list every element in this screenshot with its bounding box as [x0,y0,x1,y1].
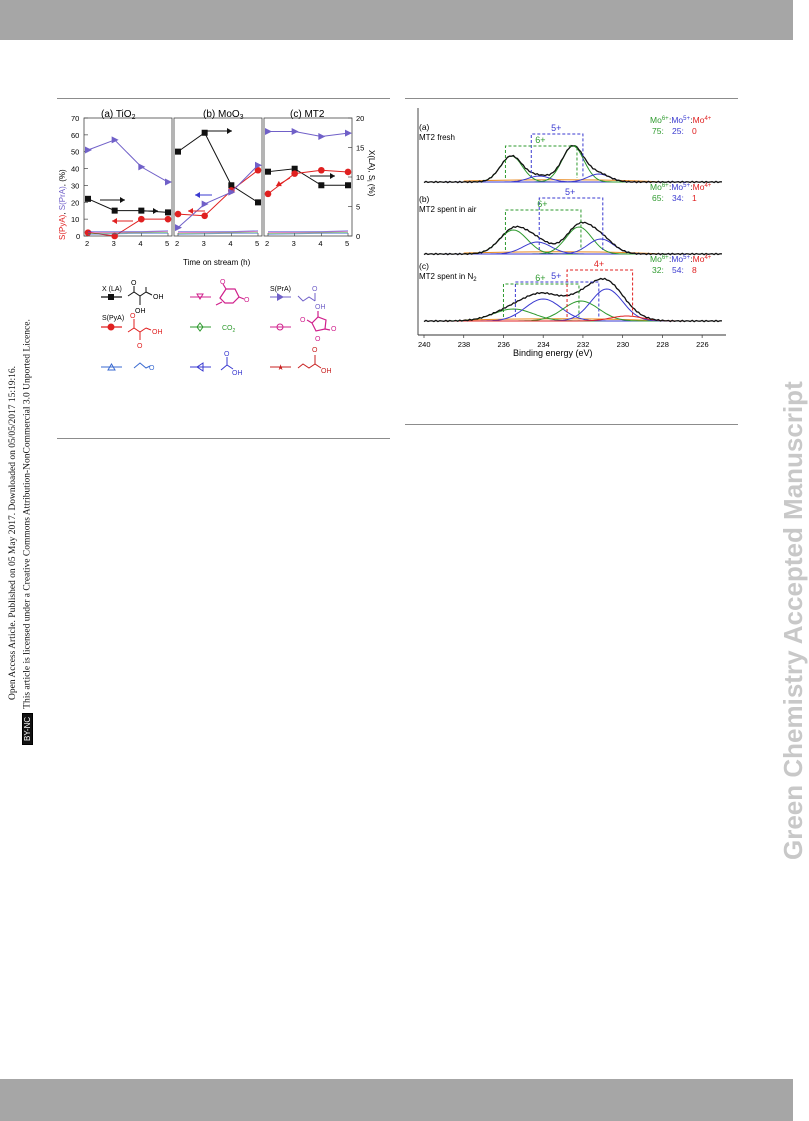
x-tick-label: 2 [85,239,90,248]
y-tick-label-right: 15 [356,143,365,153]
oxidation-state-label: 5+ [551,123,562,133]
y-tick-label-left: 10 [71,215,80,225]
xps-panel-letter: (c) [419,261,429,271]
xps-panel-name: MT2 fresh [419,133,456,142]
xps-component-peak [444,289,682,321]
mo-ratio-values: 32: 54: 8 [652,265,697,275]
x-tick-label: 5 [345,239,350,248]
legend-label-spra: S(PrA) [270,286,291,293]
legend-label-co2: $CO_2$ [222,325,236,334]
y-tick-label-left: 70 [71,114,80,123]
xps-x-tick-label: 232 [576,340,590,349]
y-tick-label-right: 5 [356,202,361,212]
xps-panel [419,115,722,183]
x-tick-label: 2 [175,239,180,248]
x-tick-label: 3 [291,239,296,248]
mo-ratio-values: 65: 34: 1 [652,193,697,203]
star-marker: ★ [277,363,285,372]
y-tick-label-right: 0 [356,232,361,241]
svg-text:O: O [137,343,143,350]
xps-x-tick-label: 226 [696,340,709,349]
svg-text:O: O [300,317,306,324]
x-tick-label: 4 [228,239,233,248]
mo-ratio-values: 75: 25: 0 [652,126,697,136]
oxidation-state-label: 6+ [535,273,546,283]
oxidation-state-label: 4+ [593,259,605,269]
svg-text:OH: OH [315,304,326,311]
xps-envelope [424,146,722,183]
legend-label-spya: S(PyA) [102,315,125,322]
y-tick-label-left: 40 [71,164,80,174]
right-axis-label: X(LA), $S_i$ (%) [365,150,376,197]
xps-x-tick-label: 238 [457,340,471,349]
x-tick-label: 4 [138,239,143,248]
cc-badge-icon[interactable]: BY-NC [22,713,33,745]
xps-component-peak [444,227,682,254]
xps-panel-name: MT2 spent in $N_2$ [419,272,477,283]
left-axis-label: S(PyA), S(PrA), (%) [58,169,67,240]
x-tick-label: 4 [318,239,323,248]
y-tick-label-right: 20 [356,114,365,123]
xps-x-tick-label: 234 [537,340,550,349]
oxidation-state-label: 6+ [537,199,548,209]
panel-title-a: (a) TiO$_2$ [101,109,136,121]
oxidation-state-label: 6+ [535,135,546,145]
svg-text:OH: OH [321,368,332,375]
panel-title-b: (b) MoO$_3$ [203,109,244,121]
xps-component-peak [444,156,682,182]
x-tick-label: 3 [111,239,116,248]
svg-text:O: O [331,326,337,333]
licence-line: This article is licensed under a Creative Commons Attribution-NonCommercial 3.0 Unported Licence. [22,319,33,709]
xps-panel-name: MT2 spent in air [419,205,477,214]
y-tick-label-left: 60 [71,130,80,140]
x-tick-label: 2 [265,239,270,248]
xps-x-tick-label: 240 [418,340,431,349]
svg-text:OH: OH [152,329,163,336]
xps-panel-letter: (a) [419,122,430,132]
svg-text:O: O [149,365,155,372]
x-tick-label: 5 [255,239,260,248]
xps-panel [419,254,722,322]
xps-x-tick-label: 236 [497,340,510,349]
xps-component-peak [444,146,682,182]
svg-text:OH: OH [135,308,146,315]
y-tick-label-left: 0 [76,232,81,241]
y-tick-label-left: 50 [71,147,80,157]
svg-text:O: O [315,336,321,343]
svg-text:O: O [312,286,318,293]
svg-text:O: O [312,347,318,354]
x-axis-label: Time on stream (h) [183,258,251,267]
y-tick-label-left: 20 [71,198,80,208]
watermark: Green Chemistry Accepted Manuscript [778,381,808,860]
svg-text:O: O [244,297,250,304]
mo-ratio-label: $Mo^{6+}$ $:Mo^{5+}$ $:Mo^{4+}$ [650,115,712,125]
oxidation-state-label: 5+ [565,187,576,197]
y-tick-label-left: 30 [71,181,80,191]
mo-ratio-label: $Mo^{6+}$ $:Mo^{5+}$ $:Mo^{4+}$ [650,182,712,192]
xps-x-label: Binding energy (eV) [513,348,593,358]
svg-text:O: O [224,351,230,358]
mo-ratio-label: $Mo^{6+}$ $:Mo^{5+}$ $:Mo^{4+}$ [650,254,712,264]
oxidation-state-box [505,210,580,250]
x-tick-label: 5 [165,239,170,248]
svg-text:O: O [220,279,226,286]
x-tick-label: 3 [201,239,206,248]
svg-text:OH: OH [153,294,164,301]
y-tick-label-right: 10 [356,173,365,182]
access-line: Open Access Article. Published on 05 May 2017. Downloaded on 05/05/2017 15:19:16. [8,365,18,700]
xps-panel-letter: (b) [419,194,430,204]
xps-envelope [424,222,722,255]
xps-x-tick-label: 228 [656,340,669,349]
svg-text:O: O [131,280,137,287]
legend-label-xla: X (LA) [102,286,122,293]
xps-panel [419,182,722,255]
svg-text:OH: OH [232,370,243,377]
panel-title-c: (c) MT2 [290,109,325,120]
svg-text:O: O [130,313,136,320]
oxidation-state-label: 5+ [551,271,562,281]
xps-x-tick-label: 230 [616,340,630,349]
